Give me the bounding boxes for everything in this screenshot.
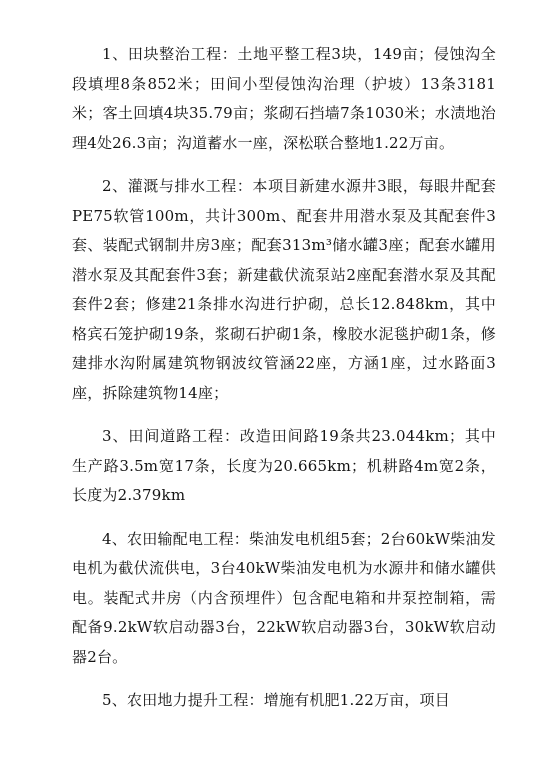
- paragraph-field-roads: 3、田间道路工程：改造田间路19条共23.044km；其中生产路3.5m宽17条，长度为20.665km；机耕路4m宽2条，长度为2.379km: [72, 427, 496, 504]
- paragraph-land-consolidation: 1、田块整治工程：土地平整工程3块，149亩；侵蚀沟全段填埋8条852米；田间小型侵蚀沟治理（护坡）13条3181米；客土回填4块35.79亩；浆砌石挡墙7条1030米；水渍地治理4处26.3亩；沟道蓄水一座，深松联合整地1.22万亩。: [72, 45, 496, 152]
- paragraph-irrigation-drainage: 2、灌溉与排水工程：本项目新建水源井3眼，每眼井配套PE75软管100m，共计300m、配套井用潜水泵及其配套件3套、装配式钢制井房3座；配套313m³储水罐3座；配套水罐用潜水泵及其配套件3套；新建截伏流泵站2座配套潜水泵及其配套件2套；修建21条排水沟进行护砌，总长12.848km，其中格宾石笼护砌19条，浆砌石护砌1条，橡胶水泥毯护砌1条，修建排水沟附属建筑物钢波纹管涵22座，方涵1座，过水路面3座，拆除建筑物14座；: [72, 177, 496, 402]
- paragraph-soil-fertility: 5、农田地力提升工程：增施有机肥1.22万亩，项目: [102, 691, 450, 709]
- paragraph-power-distribution: 4、农田输配电工程：柴油发电机组5套；2台60kW柴油发电机为截伏流供电，3台40kW柴油发电机为水源井和储水罐供电。装配式井房（内含预埋件）包含配电箱和井泵控制箱，需配备9.2kW软启动器3台，22kW软启动器3台，30kW软启动器2台。: [72, 529, 496, 666]
